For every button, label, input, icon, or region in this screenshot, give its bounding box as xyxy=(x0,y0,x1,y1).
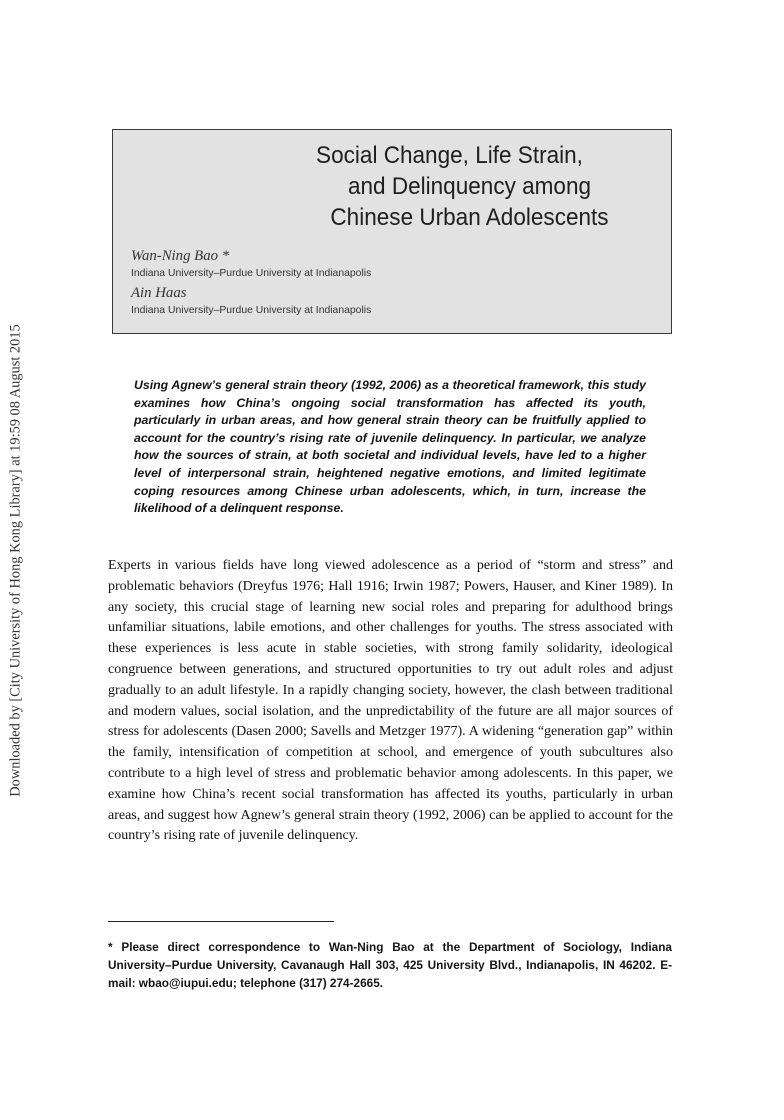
title-line-1: Social Change, Life Strain, xyxy=(316,142,583,169)
author-name-2: Ain Haas xyxy=(131,285,187,301)
download-notice xyxy=(4,300,28,820)
download-notice-text: Downloaded by [City University of Hong Kong Library] at 19:59 08 August 2015 xyxy=(7,323,24,797)
body-paragraph: Experts in various fields have long viewed adolescence as a period of “storm and stress” and problematic behaviors (Dreyfus 1976; Hall 1916; Irwin 1987; Powers, Hauser, and Kiner 1989). In any society, this crucial stage of learning new social roles and preparing for adulthood brings unfamiliar situations, labile emotions, and other challenges for youths. The stress associated with these experiences is less acute in stable societies, with strong family solidarity, ideological congruence between generations, and structured opportunities to try out adult roles and adjust gradually to an adult lifestyle. In a rapidly changing society, however, the clash between traditional and modern values, social isolation, and the unpredictability of the future are all major sources of stress for adolescents (Dasen 2000; Savells and Metzger 1977). A widening “generation gap” within the family, intensification of competition at school, and emergence of youth subcultures also contribute to a high level of stress and problematic behavior among adolescents. In this paper, we examine how China’s recent social transformation has affected its youths, particularly in urban areas, and suggest how Agnew’s general strain theory (1992, 2006) can be applied to account for the country’s rising rate of juvenile delinquency. xyxy=(108,558,673,844)
author-name-1: Wan-Ning Bao * xyxy=(131,248,230,264)
author-block xyxy=(131,247,371,321)
title-line-3: Chinese Urban Adolescents xyxy=(330,204,609,231)
author-affiliation-1: Indiana University–Purdue University at Indianapolis xyxy=(131,268,372,279)
title-box xyxy=(112,129,672,334)
abstract: Using Agnew’s general strain theory (1992, 2006) as a theoretical framework, this study examines how China’s ongoing social transformation has affected its youth, particularly in urban areas, and how general strain theory can be fruitfully applied to account for the country’s rising rate of juvenile delinquency. In particular, we analyze how the sources of strain, at both societal and individual levels, have led to a higher level of interpersonal strain, heightened negative emotions, and limited legitimate coping resources among Chinese urban adolescents, which, in turn, increase the likelihood of a delinquent response. xyxy=(134,378,646,516)
title-line-2: and Delinquency among xyxy=(347,173,592,200)
footnote-divider xyxy=(108,921,334,922)
author-affiliation-2: Indiana University–Purdue University at Indianapolis xyxy=(131,305,372,316)
article-title xyxy=(113,140,671,233)
footnote: * Please direct correspondence to Wan-Ning Bao at the Department of Sociology, Indiana University–Purdue University, Cavanaugh Hall 303, 425 University Blvd., Indianapolis, IN 46202. E-mail: wbao@iupui.edu; telephone (317) 274-2665. xyxy=(108,940,672,990)
